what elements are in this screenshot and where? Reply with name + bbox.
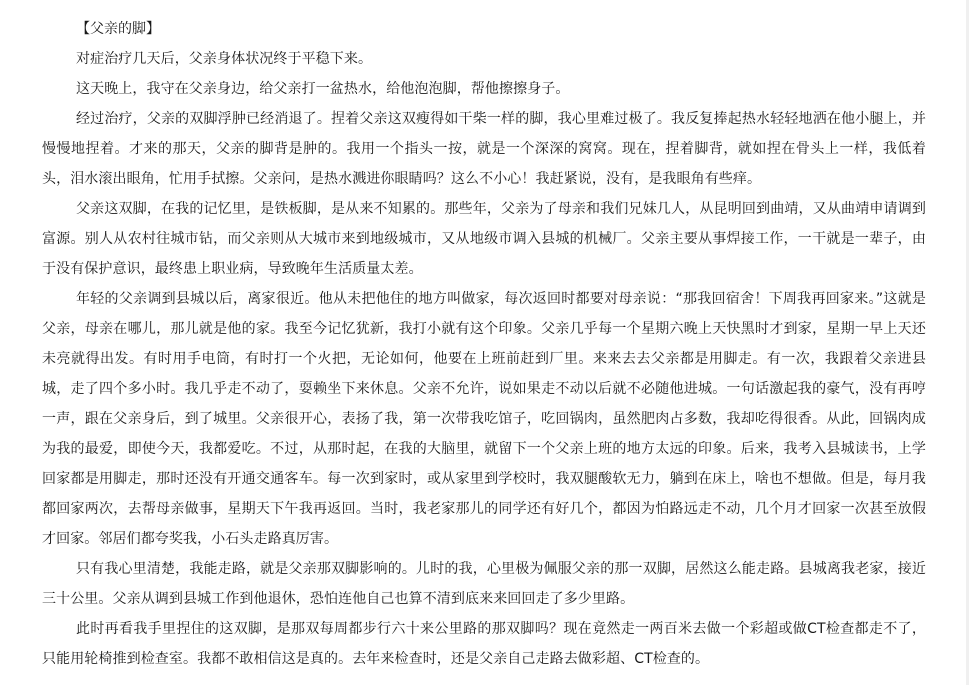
article-title: 【父亲的脚】 — [76, 21, 160, 37]
paragraph-2: 这天晚上，我守在父亲身边，给父亲打一盆热水，给他泡泡脚，帮他擦擦身子。 — [76, 81, 570, 97]
paragraph-5: 年轻的父亲调到县城以后，离家很近。他从未把他住的地方叫做家，每次返回时都要对母亲说：“那我回宿舍！下周我再回家来。”这就是父亲，母亲在哪儿，那儿就是他的家。我至今记忆犹新，我打小就有这个印象。父亲几乎每一个星期六晚上天快黑时才到家，星期一早上天还未亮就得出发。有时用手电筒，有时打一个火把，无论如何，他要在上班前赶到厂里。来来去去父亲都是用脚走。有一次，我跟着父亲进县城，走了四个多小时。我几乎走不动了，耍赖坐下来休息。父亲不允许，说如果走不动以后就不必随他进城。一句话激起我的豪气，没有再哼一声，跟在父亲身后，到了城里。父亲很开心，表扬了我，第一次带我吃馆子，吃回锅肉，虽然肥肉占多数，我却吃得很香。从此，回锅肉成为我的最爱，即使今天，我都爱吃。不过，从那时起，在我的大脑里，就留下一个父亲上班的地方太远的印象。后来，我考入县城读书，上学回家都是用脚走，那时还没有开通交通客车。每一次到家时，或从家里到学校时，我双腿酸软无力，躺到在床上，啥也不想做。但是，每月我都回家两次，去帮母亲做事，星期天下午我再返回。当时，我老家那儿的同学还有好几个，都因为怕路远走不动，几个月才回家一次甚至放假才回家。邻居们都夸奖我，小石头走路真厉害。 — [42, 291, 926, 547]
paragraph-6: 只有我心里清楚，我能走路，就是父亲那双脚影响的。儿时的我，心里极为佩服父亲的那一双脚，居然这么能走路。县城离我老家，接近三十公里。父亲从调到县城工作到他退休，恐怕连他自己也算不清到底来来回回走了多少里路。 — [42, 561, 926, 607]
paragraph-1: 对症治疗几天后，父亲身体状况终于平稳下来。 — [76, 51, 373, 67]
article — [42, 14, 926, 674]
paragraph-7: 此时再看我手里捏住的这双脚，是那双每周都步行六十来公里路的那双脚吗？现在竟然走一两百米去做一个彩超或做CT检查都走不了，只能用轮椅推到检查室。我都不敢相信这是真的。去年来检查时，还是父亲自己走路去做彩超、CT检查的。 — [42, 621, 926, 667]
paragraph-3: 经过治疗，父亲的双脚浮肿已经消退了。捏着父亲这双瘦得如干柴一样的脚，我心里难过极了。我反复捧起热水轻轻地洒在他小腿上，并慢慢地捏着。才来的那天，父亲的脚背是肿的。我用一个指头一按，就是一个深深的窝窝。现在，捏着脚背，就如捏在骨头上一样，我低着头，泪水滚出眼角，忙用手拭擦。父亲问，是热水溅进你眼睛吗？这么不小心！我赶紧说，没有，是我眼角有些痒。 — [42, 111, 926, 187]
paragraph-4: 父亲这双脚，在我的记忆里，是铁板脚，是从来不知累的。那些年，父亲为了母亲和我们兄妹几人，从昆明回到曲靖，又从曲靖申请调到富源。别人从农村往城市钻，而父亲则从大城市来到地级城市，又从地级市调入县城的机械厂。父亲主要从事焊接工作，一干就是一辈子，由于没有保护意识，最终患上职业病，导致晚年生活质量太差。 — [42, 201, 926, 277]
